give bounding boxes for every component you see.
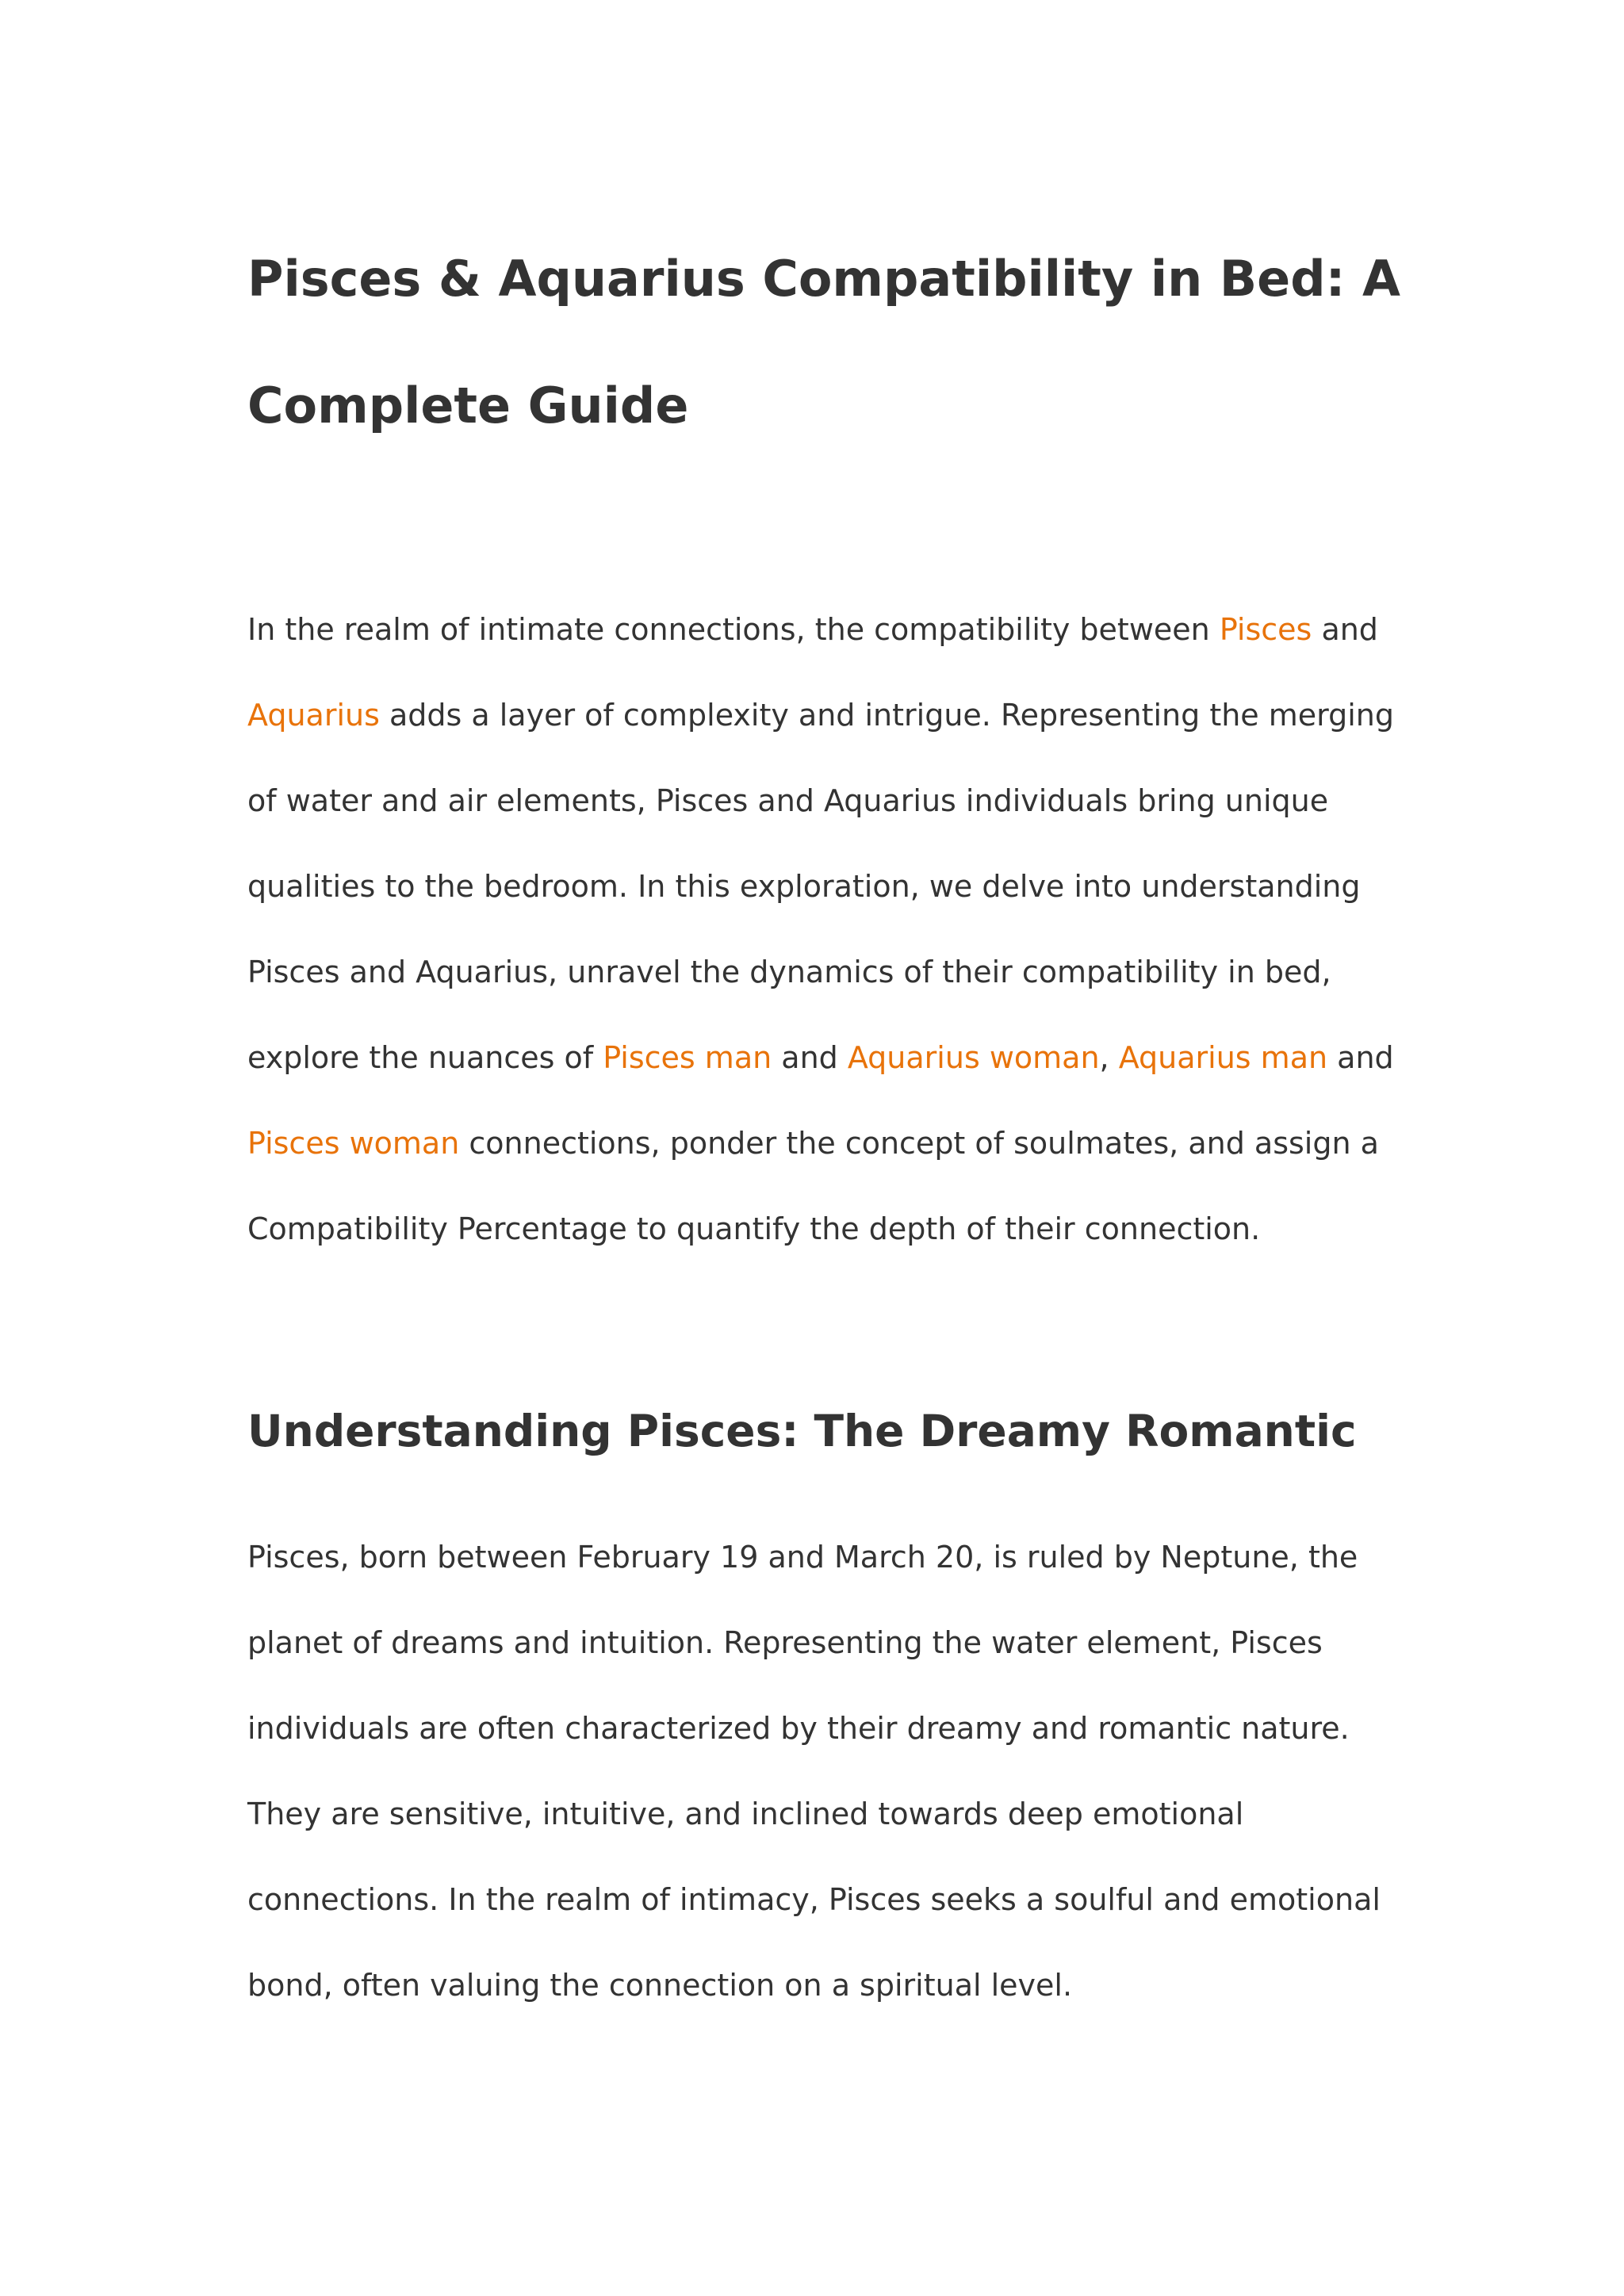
- intro-paragraph: [247, 587, 1405, 1272]
- section-heading-understanding-pisces: Understanding Pisces: The Dreamy Romantic: [247, 1406, 1357, 1456]
- link-aquarius[interactable]: Aquarius: [247, 698, 380, 733]
- intro-text-2: and: [1312, 612, 1378, 647]
- link-aquarius-woman[interactable]: Aquarius woman: [847, 1040, 1100, 1075]
- intro-text-6: and: [1327, 1040, 1394, 1075]
- intro-text-1: In the realm of intimate connections, the compatibility between: [247, 612, 1220, 647]
- intro-text-3: adds a layer of complexity and intrigue. Representing the merging of water and air elements, Pisces and Aquarius individuals bring unique qualities to the bedroom. In this exploration, we delve into understanding Pisces and Aquarius, unravel the dynamics of their compatibility in bed, explore the nuances of: [247, 698, 1394, 1075]
- section-paragraph-pisces: Pisces, born between February 19 and March 20, is ruled by Neptune, the planet of dreams and intuition. Representing the water element, Pisces individuals are often characterized by their dreamy and romantic nature. They are sensitive, intuitive, and inclined towards deep emotional connections. In the realm of intimacy, Pisces seeks a soulful and emotional bond, often valuing the connection on a spiritual level.: [247, 1540, 1381, 2003]
- intro-text-4: and: [772, 1040, 848, 1075]
- intro-text-5: ,: [1099, 1040, 1119, 1075]
- article-title: Pisces & Aquarius Compatibility in Bed: A Complete Guide: [247, 250, 1400, 434]
- link-pisces[interactable]: Pisces: [1219, 612, 1312, 647]
- intro-text-7: connections, ponder the concept of soulmates, and assign a Compatibility Percentage to quantify the depth of their connection.: [247, 1126, 1379, 1246]
- link-pisces-woman[interactable]: Pisces woman: [247, 1126, 460, 1161]
- link-pisces-man[interactable]: Pisces man: [603, 1040, 772, 1075]
- link-aquarius-man[interactable]: Aquarius man: [1118, 1040, 1328, 1075]
